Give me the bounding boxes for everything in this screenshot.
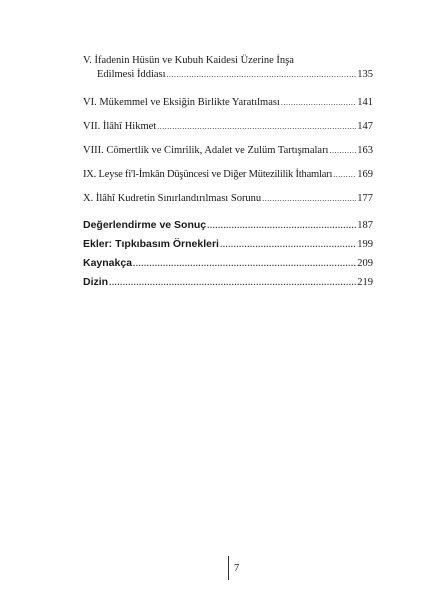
leader-dots	[109, 276, 356, 290]
leader-dots	[157, 120, 356, 134]
toc-page-number: 135	[357, 69, 373, 80]
toc-section-references	[83, 256, 373, 271]
toc-section-conclusion	[83, 218, 373, 233]
toc-entry-v	[83, 54, 373, 82]
toc-entry-title: V. İfadenin Hüsün ve Kubuh Kaidesi Üzerine İnşa	[83, 55, 294, 66]
toc-page-number: 163	[357, 145, 373, 156]
toc-entry-title-cont: Edilmesi İddiası	[97, 69, 166, 80]
toc-entry-title: IX. Leyse fi'l-İmkân Düşüncesi ve Diğer Mütezililik İthamları	[83, 169, 333, 180]
toc-section-appendix	[83, 237, 373, 252]
toc-entry-x	[83, 192, 373, 206]
leader-dots	[281, 96, 356, 110]
toc-entry-title: X. İlâhî Kudretin Sınırlandırılması Sorunu	[83, 193, 262, 204]
toc-page-number: 187	[357, 220, 373, 231]
toc-section-title: Kaynakça	[83, 257, 133, 269]
toc-entry-title: VII. İlâhî Hikmet	[83, 121, 157, 132]
toc-entry-title: VI. Mükemmel ve Eksiğin Birlikte Yaratılması	[83, 97, 280, 108]
toc-page-number: 209	[357, 258, 373, 269]
leader-dots	[262, 192, 356, 206]
toc-page-number: 169	[357, 169, 373, 180]
leader-dots	[333, 168, 356, 182]
leader-dots	[220, 238, 356, 252]
toc-section-index	[83, 275, 373, 290]
toc-entry-ix	[83, 168, 373, 182]
page-number: 7	[234, 563, 240, 574]
toc-page-number: 219	[357, 277, 373, 288]
toc-entry-viii	[83, 144, 373, 158]
toc-entry-title: VIII. Cömertlik ve Cimrilik, Adalet ve Zulüm Tartışmaları	[83, 145, 329, 156]
toc-section-title: Değerlendirme ve Sonuç	[83, 219, 207, 231]
toc-page-number: 141	[357, 97, 373, 108]
toc-page-number: 177	[357, 193, 373, 204]
leader-dots	[133, 257, 356, 271]
toc-entry-vi	[83, 96, 373, 110]
toc-page-number: 147	[357, 121, 373, 132]
toc-page-number: 199	[357, 239, 373, 250]
toc-entry-vii	[83, 120, 373, 134]
leader-dots	[167, 68, 357, 82]
leader-dots	[207, 219, 356, 233]
toc-section-title: Ekler: Tıpkıbasım Örnekleri	[83, 238, 219, 250]
footer-divider	[228, 556, 229, 580]
toc-section-title: Dizin	[83, 276, 109, 288]
leader-dots	[329, 144, 356, 158]
